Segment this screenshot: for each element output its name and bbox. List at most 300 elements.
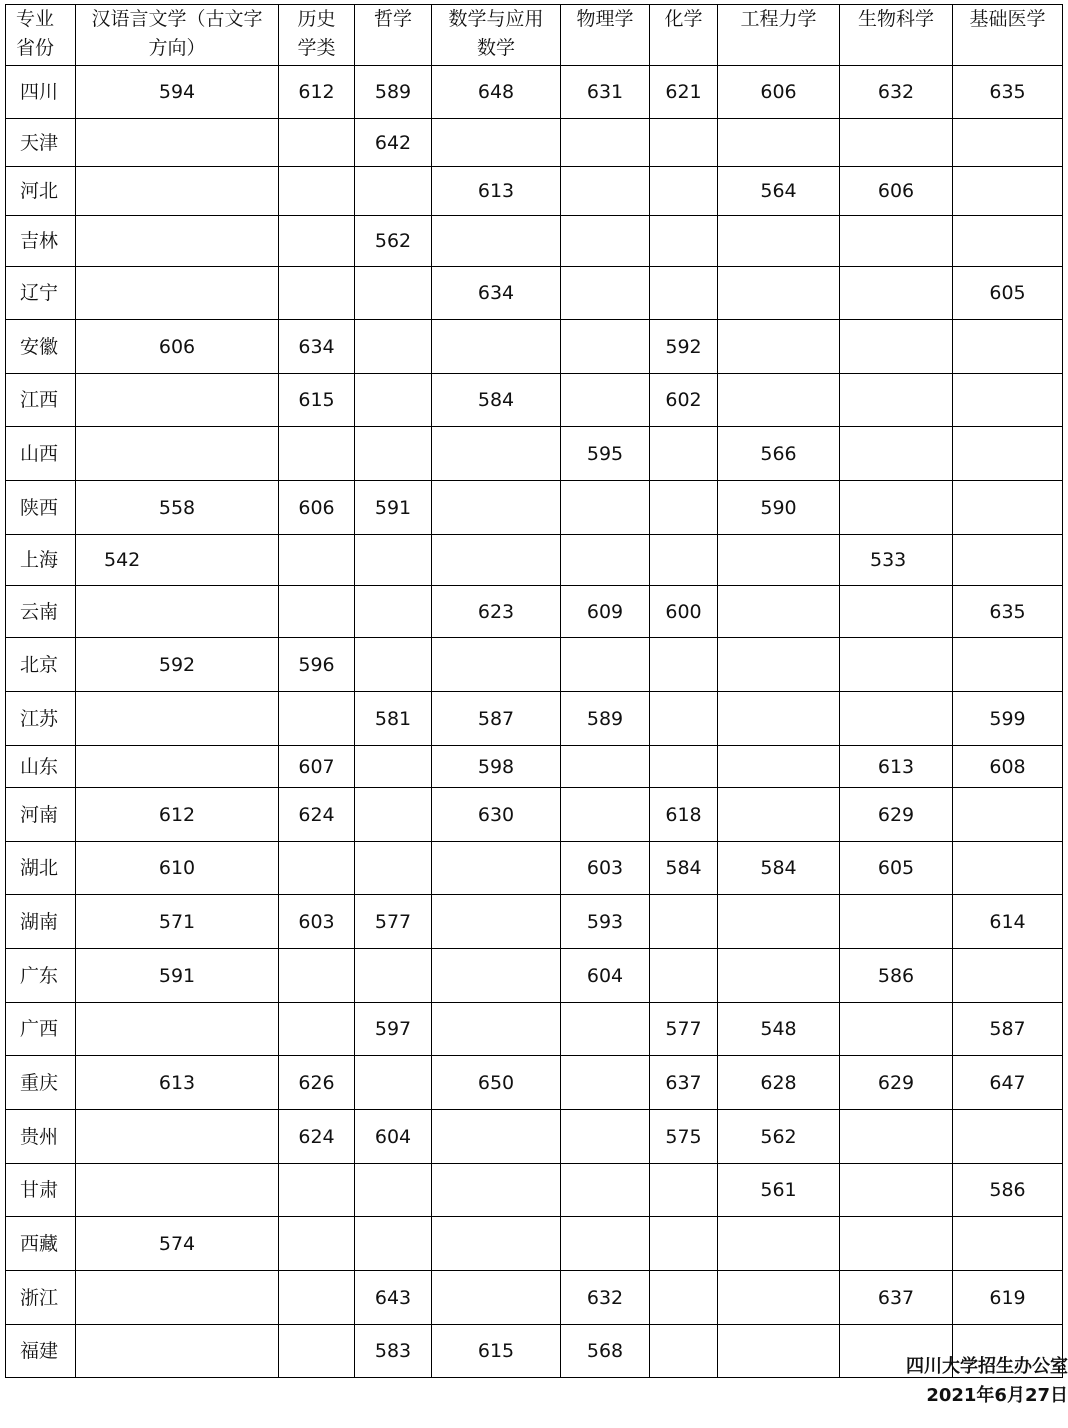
score-cell: 592 <box>76 638 279 692</box>
province-cell: 江西 <box>6 374 76 427</box>
table-row <box>6 788 1063 842</box>
score-cell <box>718 638 840 692</box>
score-cell <box>650 119 718 167</box>
province-cell: 河北 <box>6 167 76 216</box>
score-cell: 571 <box>76 895 279 949</box>
score-cell: 629 <box>840 1056 953 1110</box>
score-cell <box>355 1056 432 1110</box>
footer-date: 2021年6月27日 <box>926 1385 1068 1406</box>
score-cell: 589 <box>561 692 650 746</box>
score-cell <box>718 949 840 1003</box>
province-cell: 吉林 <box>6 216 76 267</box>
score-cell <box>840 374 953 427</box>
score-cell <box>953 320 1063 374</box>
score-cell <box>650 267 718 320</box>
score-cell <box>279 216 355 267</box>
major-header-line: 数学与应用 <box>448 8 544 30</box>
score-cell <box>953 119 1063 167</box>
score-cell: 647 <box>953 1056 1063 1110</box>
score-cell <box>76 1271 279 1325</box>
score-cell <box>561 1164 650 1217</box>
score-cell <box>650 535 718 586</box>
table-row <box>6 427 1063 481</box>
score-cell <box>561 320 650 374</box>
score-cell <box>432 1271 561 1325</box>
score-cell: 597 <box>355 1003 432 1056</box>
score-cell <box>718 374 840 427</box>
score-cell: 595 <box>561 427 650 481</box>
score-cell <box>355 1217 432 1271</box>
score-cell <box>355 374 432 427</box>
score-cell: 637 <box>650 1056 718 1110</box>
corner-label: 省份 <box>16 37 55 59</box>
score-cell <box>279 119 355 167</box>
score-cell <box>718 267 840 320</box>
province-cell: 上海 <box>6 535 76 586</box>
score-cell <box>840 267 953 320</box>
major-header-line: 哲学 <box>373 8 412 30</box>
score-cell <box>718 1271 840 1325</box>
score-cell <box>432 1003 561 1056</box>
score-cell <box>76 216 279 267</box>
score-cell <box>432 949 561 1003</box>
table-row <box>6 1164 1063 1217</box>
score-cell <box>561 746 650 788</box>
score-cell <box>840 1003 953 1056</box>
province-cell: 山东 <box>6 746 76 788</box>
province-cell: 贵州 <box>6 1110 76 1164</box>
score-cell: 615 <box>279 374 355 427</box>
score-cell: 606 <box>76 320 279 374</box>
score-cell <box>561 1003 650 1056</box>
score-cell: 594 <box>76 66 279 119</box>
score-cell <box>561 119 650 167</box>
score-cell: 599 <box>953 692 1063 746</box>
score-cell <box>718 535 840 586</box>
score-cell <box>718 692 840 746</box>
score-cell <box>840 1217 953 1271</box>
score-cell: 634 <box>279 320 355 374</box>
table-row <box>6 267 1063 320</box>
major-header-line: 数学 <box>476 37 515 59</box>
score-cell: 564 <box>718 167 840 216</box>
table-row <box>6 692 1063 746</box>
score-cell <box>279 167 355 216</box>
score-cell: 619 <box>953 1271 1063 1325</box>
score-cell <box>355 320 432 374</box>
score-cell <box>650 1271 718 1325</box>
score-cell: 548 <box>718 1003 840 1056</box>
score-cell <box>840 481 953 535</box>
major-header-line: 工程力学 <box>740 8 817 30</box>
score-cell <box>718 216 840 267</box>
score-cell: 584 <box>650 842 718 895</box>
score-cell: 623 <box>432 586 561 638</box>
score-cell <box>355 535 432 586</box>
score-cell <box>561 216 650 267</box>
table-row <box>6 535 1063 586</box>
province-cell: 西藏 <box>6 1217 76 1271</box>
major-header-line: 基础医学 <box>969 8 1046 30</box>
header-row <box>6 5 1063 66</box>
score-cell <box>718 895 840 949</box>
table-row <box>6 895 1063 949</box>
score-cell <box>840 1110 953 1164</box>
score-cell <box>840 216 953 267</box>
score-cell: 630 <box>432 788 561 842</box>
score-cell <box>650 638 718 692</box>
score-cell: 629 <box>840 788 953 842</box>
score-cell <box>432 1164 561 1217</box>
score-cell: 612 <box>279 66 355 119</box>
score-cell <box>953 427 1063 481</box>
major-header <box>650 5 718 66</box>
score-cell <box>355 427 432 481</box>
score-cell <box>76 119 279 167</box>
score-cell <box>76 746 279 788</box>
score-cell <box>561 1110 650 1164</box>
score-cell <box>432 427 561 481</box>
score-cell: 618 <box>650 788 718 842</box>
score-cell <box>279 427 355 481</box>
province-cell: 云南 <box>6 586 76 638</box>
score-cell <box>953 216 1063 267</box>
score-cell <box>718 320 840 374</box>
score-cell: 650 <box>432 1056 561 1110</box>
score-cell <box>432 481 561 535</box>
major-header <box>279 5 355 66</box>
score-cell <box>279 1003 355 1056</box>
score-cell <box>953 535 1063 586</box>
score-cell: 606 <box>279 481 355 535</box>
score-cell <box>953 949 1063 1003</box>
table-row <box>6 1271 1063 1325</box>
score-cell <box>355 638 432 692</box>
province-cell: 浙江 <box>6 1271 76 1325</box>
major-header <box>953 5 1063 66</box>
score-cell <box>718 1325 840 1378</box>
score-cell <box>953 167 1063 216</box>
table-row <box>6 216 1063 267</box>
score-cell <box>279 1271 355 1325</box>
major-header <box>718 5 840 66</box>
score-cell: 561 <box>718 1164 840 1217</box>
table-row <box>6 746 1063 788</box>
score-cell: 586 <box>840 949 953 1003</box>
score-cell: 624 <box>279 788 355 842</box>
major-header <box>76 5 279 66</box>
score-cell <box>432 320 561 374</box>
score-cell <box>650 949 718 1003</box>
province-cell: 四川 <box>6 66 76 119</box>
table-row <box>6 1003 1063 1056</box>
table-row <box>6 586 1063 638</box>
score-cell <box>432 895 561 949</box>
score-cell <box>561 1056 650 1110</box>
score-cell: 591 <box>76 949 279 1003</box>
score-cell <box>279 1325 355 1378</box>
score-cell <box>650 1325 718 1378</box>
province-cell: 辽宁 <box>6 267 76 320</box>
score-cell <box>355 267 432 320</box>
score-cell: 602 <box>650 374 718 427</box>
score-cell <box>76 374 279 427</box>
major-header-line: 生物科学 <box>857 8 934 30</box>
score-cell <box>561 788 650 842</box>
score-cell: 533 <box>840 535 953 586</box>
score-cell: 596 <box>279 638 355 692</box>
score-cell: 542 <box>76 535 279 586</box>
score-cell <box>76 1164 279 1217</box>
score-cell <box>840 895 953 949</box>
score-cell <box>355 167 432 216</box>
score-cell <box>432 1110 561 1164</box>
province-cell: 广西 <box>6 1003 76 1056</box>
score-cell: 593 <box>561 895 650 949</box>
province-cell: 北京 <box>6 638 76 692</box>
score-cell: 613 <box>432 167 561 216</box>
score-cell <box>279 692 355 746</box>
score-cell: 575 <box>650 1110 718 1164</box>
score-cell <box>953 1110 1063 1164</box>
score-cell <box>432 119 561 167</box>
score-cell <box>650 481 718 535</box>
score-cell <box>432 842 561 895</box>
score-cell: 591 <box>355 481 432 535</box>
score-cell: 587 <box>953 1003 1063 1056</box>
score-cell: 643 <box>355 1271 432 1325</box>
score-cell: 568 <box>561 1325 650 1378</box>
score-cell <box>650 895 718 949</box>
major-header-line: 方向） <box>148 37 206 59</box>
score-cell: 626 <box>279 1056 355 1110</box>
table-row <box>6 1110 1063 1164</box>
province-cell: 江苏 <box>6 692 76 746</box>
score-cell <box>279 586 355 638</box>
score-cell: 574 <box>76 1217 279 1271</box>
table-row <box>6 320 1063 374</box>
province-cell: 湖南 <box>6 895 76 949</box>
score-cell <box>279 535 355 586</box>
major-header <box>561 5 650 66</box>
score-cell: 603 <box>279 895 355 949</box>
province-cell: 重庆 <box>6 1056 76 1110</box>
score-cell <box>953 638 1063 692</box>
score-cell <box>355 586 432 638</box>
score-cell <box>953 788 1063 842</box>
major-header-line: 历史 <box>297 8 336 30</box>
score-cell <box>355 842 432 895</box>
score-cell <box>650 216 718 267</box>
score-cell: 609 <box>561 586 650 638</box>
table-row <box>6 66 1063 119</box>
score-cell: 603 <box>561 842 650 895</box>
major-header <box>355 5 432 66</box>
score-cell: 637 <box>840 1271 953 1325</box>
score-cell: 589 <box>355 66 432 119</box>
table-row <box>6 1217 1063 1271</box>
score-cell <box>432 1217 561 1271</box>
score-cell <box>718 1217 840 1271</box>
admission-score-table <box>5 4 1063 1378</box>
score-cell: 606 <box>718 66 840 119</box>
score-cell: 605 <box>953 267 1063 320</box>
table-row <box>6 949 1063 1003</box>
score-cell: 583 <box>355 1325 432 1378</box>
score-cell <box>355 949 432 1003</box>
score-cell: 604 <box>355 1110 432 1164</box>
score-cell: 635 <box>953 66 1063 119</box>
major-header-line: 汉语言文学（古文字 <box>91 8 263 30</box>
score-cell: 586 <box>953 1164 1063 1217</box>
table-row <box>6 119 1063 167</box>
province-cell: 安徽 <box>6 320 76 374</box>
score-cell: 598 <box>432 746 561 788</box>
score-cell: 621 <box>650 66 718 119</box>
score-cell <box>650 1164 718 1217</box>
major-header <box>840 5 953 66</box>
table-row <box>6 1056 1063 1110</box>
score-cell: 584 <box>432 374 561 427</box>
score-cell <box>76 427 279 481</box>
major-header-line: 物理学 <box>576 8 634 30</box>
major-header <box>432 5 561 66</box>
score-cell <box>718 788 840 842</box>
score-cell <box>953 842 1063 895</box>
score-cell: 614 <box>953 895 1063 949</box>
score-cell: 631 <box>561 66 650 119</box>
score-cell: 642 <box>355 119 432 167</box>
score-cell: 613 <box>840 746 953 788</box>
score-cell <box>840 638 953 692</box>
score-cell <box>432 216 561 267</box>
score-cell <box>840 427 953 481</box>
score-cell: 600 <box>650 586 718 638</box>
score-cell <box>840 1164 953 1217</box>
score-cell <box>279 1164 355 1217</box>
score-cell <box>718 586 840 638</box>
score-cell <box>561 638 650 692</box>
score-cell <box>279 267 355 320</box>
corner-cell <box>6 5 76 66</box>
score-cell: 624 <box>279 1110 355 1164</box>
score-cell <box>279 949 355 1003</box>
score-cell <box>650 427 718 481</box>
score-cell: 592 <box>650 320 718 374</box>
province-cell: 河南 <box>6 788 76 842</box>
corner-label: 专业 <box>16 8 55 30</box>
table-row <box>6 638 1063 692</box>
major-header-line: 学类 <box>297 37 336 59</box>
score-cell <box>650 692 718 746</box>
score-cell: 566 <box>718 427 840 481</box>
score-cell: 577 <box>650 1003 718 1056</box>
score-cell <box>432 638 561 692</box>
province-cell: 福建 <box>6 1325 76 1378</box>
score-cell: 587 <box>432 692 561 746</box>
score-cell <box>355 788 432 842</box>
score-cell: 558 <box>76 481 279 535</box>
province-cell: 甘肃 <box>6 1164 76 1217</box>
score-cell <box>76 586 279 638</box>
score-cell <box>650 167 718 216</box>
province-cell: 山西 <box>6 427 76 481</box>
score-cell: 610 <box>76 842 279 895</box>
province-cell: 湖北 <box>6 842 76 895</box>
table-row <box>6 481 1063 535</box>
table-row <box>6 374 1063 427</box>
score-cell <box>76 1325 279 1378</box>
score-cell <box>561 267 650 320</box>
score-cell: 628 <box>718 1056 840 1110</box>
score-cell: 562 <box>355 216 432 267</box>
score-cell <box>840 586 953 638</box>
score-cell: 584 <box>718 842 840 895</box>
score-cell: 648 <box>432 66 561 119</box>
score-cell: 613 <box>76 1056 279 1110</box>
score-cell <box>355 746 432 788</box>
score-cell <box>76 1110 279 1164</box>
score-cell <box>279 842 355 895</box>
score-cell <box>953 481 1063 535</box>
score-cell <box>279 1217 355 1271</box>
score-cell: 604 <box>561 949 650 1003</box>
score-cell <box>650 746 718 788</box>
score-cell <box>840 119 953 167</box>
score-cell <box>76 267 279 320</box>
score-cell: 562 <box>718 1110 840 1164</box>
score-cell <box>718 119 840 167</box>
score-cell: 581 <box>355 692 432 746</box>
province-cell: 天津 <box>6 119 76 167</box>
table-row <box>6 842 1063 895</box>
score-cell: 607 <box>279 746 355 788</box>
score-cell: 615 <box>432 1325 561 1378</box>
score-cell <box>561 167 650 216</box>
major-header-line: 化学 <box>664 8 703 30</box>
score-cell <box>718 746 840 788</box>
score-cell <box>76 167 279 216</box>
score-cell: 632 <box>840 66 953 119</box>
table-row <box>6 1325 1063 1378</box>
footer-office: 四川大学招生办公室 <box>906 1356 1068 1377</box>
score-cell <box>561 481 650 535</box>
score-cell: 590 <box>718 481 840 535</box>
score-cell <box>355 1164 432 1217</box>
score-cell: 608 <box>953 746 1063 788</box>
score-cell <box>561 535 650 586</box>
score-cell <box>650 1217 718 1271</box>
province-cell: 广东 <box>6 949 76 1003</box>
score-cell <box>953 374 1063 427</box>
score-cell: 605 <box>840 842 953 895</box>
score-cell: 612 <box>76 788 279 842</box>
province-cell: 陕西 <box>6 481 76 535</box>
score-cell: 632 <box>561 1271 650 1325</box>
score-cell <box>561 1217 650 1271</box>
score-cell: 634 <box>432 267 561 320</box>
score-cell: 635 <box>953 586 1063 638</box>
score-cell <box>561 374 650 427</box>
score-cell <box>432 535 561 586</box>
score-cell: 577 <box>355 895 432 949</box>
score-cell: 606 <box>840 167 953 216</box>
score-cell <box>953 1217 1063 1271</box>
table-row <box>6 167 1063 216</box>
score-cell <box>840 320 953 374</box>
score-cell <box>76 1003 279 1056</box>
score-cell <box>840 692 953 746</box>
